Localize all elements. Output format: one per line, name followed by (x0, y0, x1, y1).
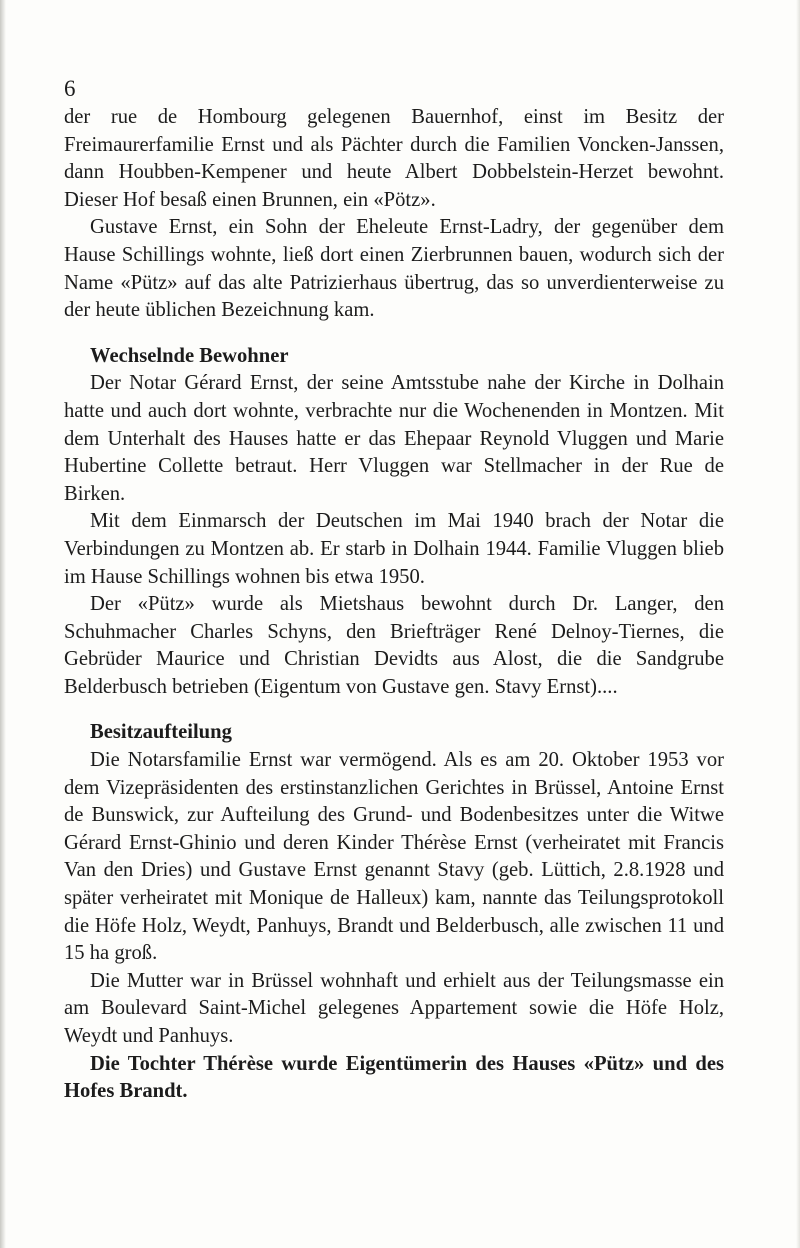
section-wechselnde-bewohner (64, 343, 724, 702)
section-besitzaufteilung (64, 719, 724, 1105)
paragraph: Die Mutter war in Brüssel wohnhaft und erhielt aus der Teilungsmasse ein am Boulevard Saint-Michel gelegenes Appartement sowie die Höfe Holz, Weydt und Panhuys. (64, 969, 724, 1047)
paragraph: Gustave Ernst, ein Sohn der Eheleute Ernst-Ladry, der gegenüber dem Hause Schillings wohnte, ließ dort einen Zierbrunnen bauen, wodurch sich der Name «Pütz» auf das alte Patrizierhaus übertrug, das so unverdienterweise zu der heute üblichen Bezeichnung kam. (64, 216, 724, 322)
paragraph-bold: Die Tochter Thérèse wurde Eigentümerin des Hauses «Pütz» und des Hofes Brandt. (64, 1052, 724, 1103)
document-page (64, 74, 724, 1106)
paragraph: Der Notar Gérard Ernst, der seine Amtsstube nahe der Kirche in Dolhain hatte und auch dort wohnte, verbrachte nur die Wochenenden in Montzen. Mit dem Unterhalt des Hauses hatte er das Ehepaar Reynold Vluggen und Marie Hubertine Collette betraut. Herr Vluggen war Stellmacher in der Rue de Birken. (64, 372, 724, 505)
page-edge-shadow (0, 0, 6, 1248)
section-heading: Wechselnde Bewohner (90, 344, 289, 367)
intro-section (64, 104, 724, 325)
section-heading: Besitzaufteilung (90, 721, 232, 744)
paragraph: der rue de Hombourg gelegenen Bauernhof, einst im Besitz der Freimaurerfamilie Ernst und als Pächter durch die Familien Voncken-Janssen, dann Houbben-Kempener und heute Albert Dobbelstein-Herzet bewohnt. Dieser Hof besaß einen Brunnen, ein «Pötz». (64, 106, 724, 211)
paragraph: Mit dem Einmarsch der Deutschen im Mai 1940 brach der Notar die Verbindungen zu Montzen ab. Er starb in Dolhain 1944. Familie Vluggen blieb im Hause Schillings wohnen bis etwa 1950. (64, 510, 724, 588)
page-right-edge (796, 0, 800, 1248)
paragraph: Die Notarsfamilie Ernst war vermögend. Als es am 20. Oktober 1953 vor dem Vizepräsidenten des erstinstanzlichen Gerichtes in Brüssel, Antoine Ernst de Bunswick, zur Aufteilung des Grund- und Bodenbesitzes unter die Witwe Gérard Ernst-Ghinio und deren Kinder Thérèse Ernst (verheiratet mit Francis Van den Dries) und Gustave Ernst genannt Stavy (geb. Lüttich, 2.8.1928 und später verheiratet mit Monique de Halleux) kam, nannte das Teilungsprotokoll die Höfe Holz, Weydt, Panhuys, Brandt und Belderbusch, alle zwischen 11 und 15 ha groß. (64, 749, 724, 965)
paragraph: Der «Pütz» wurde als Mietshaus bewohnt durch Dr. Langer, den Schuhmacher Charles Schyns, den Briefträger René Delnoy-Tiernes, die Gebrüder Maurice und Christian Devidts aus Alost, die die Sandgrube Belderbusch betrieben (Eigentum von Gustave gen. Stavy Ernst).... (64, 593, 724, 698)
page-number: 6 (64, 76, 76, 101)
